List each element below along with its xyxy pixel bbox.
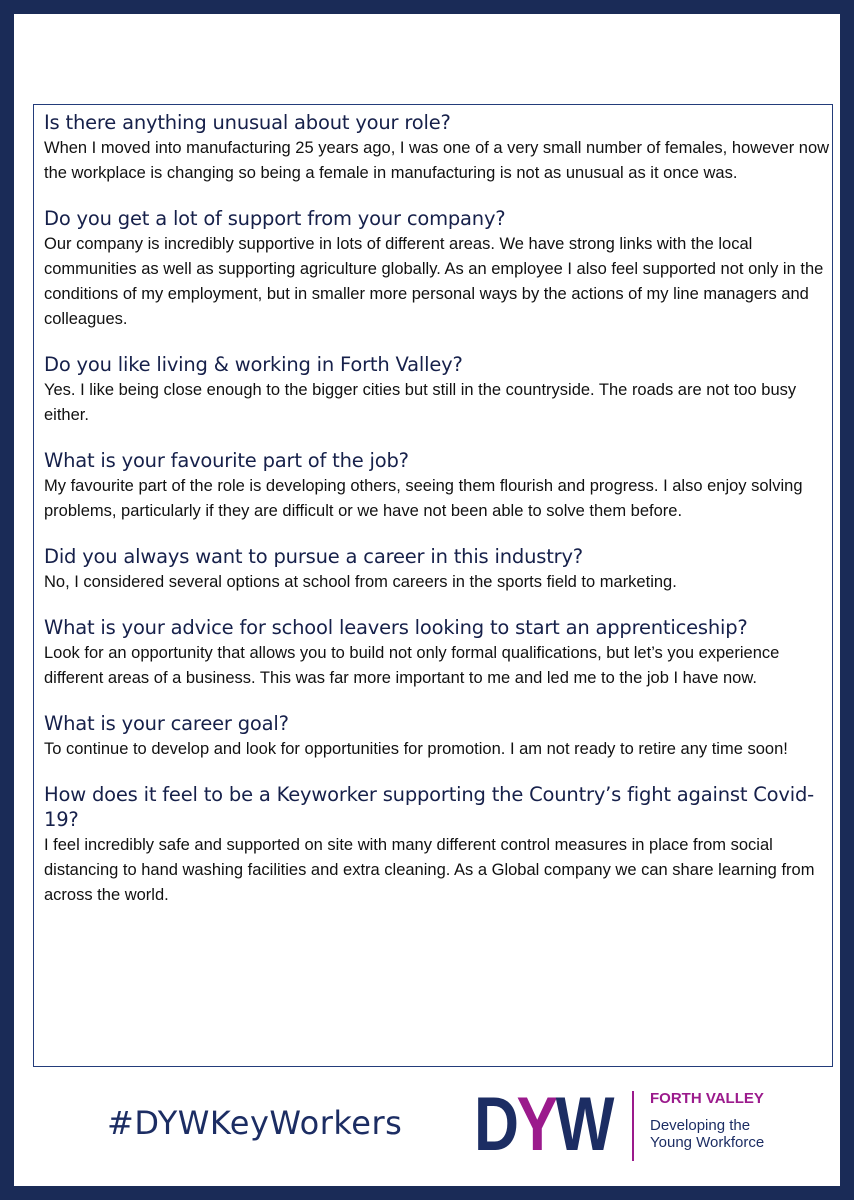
answer-text: Our company is incredibly supportive in lots of different areas. We have strong links with the local communities as well as supporting agriculture globally. As an employee I also feel supported not only in the conditions of my employment, but in smaller more personal ways by the actions of my line managers and colleagues.	[44, 235, 824, 328]
question-heading: Did you always want to pursue a career in this industry?	[44, 545, 583, 568]
answer-text: Look for an opportunity that allows you to build not only formal qualifications, but let’s you experience different areas of a business. This was far more important to me and led me to the job I have now.	[44, 644, 780, 687]
logo-letter-y: Y	[516, 1082, 556, 1167]
qa-item	[44, 544, 832, 595]
qa-item	[44, 782, 832, 908]
dyw-logo-mark	[474, 1082, 613, 1167]
answer-text: My favourite part of the role is developing others, seeing them flourish and progress. I also enjoy solving problems, particularly if they are difficult or we have not been able to solve them before.	[44, 477, 803, 520]
qa-item	[44, 711, 832, 762]
question-heading: What is your career goal?	[44, 712, 289, 735]
question-heading: What is your favourite part of the job?	[44, 449, 409, 472]
question-heading: Do you like living & working in Forth Valley?	[44, 353, 463, 376]
qa-item	[44, 615, 832, 691]
answer-text: Yes. I like being close enough to the bigger cities but still in the countryside. The roads are not too busy either.	[44, 381, 797, 424]
qa-item	[44, 352, 832, 428]
logo-divider	[632, 1091, 634, 1161]
question-heading: How does it feel to be a Keyworker supporting the Country’s fight against Covid-19?	[44, 783, 814, 831]
logo-letter-w: W	[555, 1082, 613, 1167]
qa-item	[44, 110, 832, 186]
logo-letter-d: D	[474, 1082, 517, 1167]
qa-item	[44, 206, 832, 332]
answer-text: I feel incredibly safe and supported on site with many different control measures in place from social distancing to hand washing facilities and extra cleaning. As a Global company we can share learning from across the world.	[44, 836, 815, 904]
qa-item	[44, 448, 832, 524]
campaign-hashtag: #DYWKeyWorkers	[107, 1104, 403, 1142]
question-heading: What is your advice for school leavers looking to start an apprenticeship?	[44, 616, 748, 639]
answer-text: No, I considered several options at school from careers in the sports field to marketing.	[44, 573, 677, 591]
answer-text: To continue to develop and look for opportunities for promotion. I am not ready to retire any time soon!	[44, 740, 788, 758]
question-heading: Do you get a lot of support from your company?	[44, 207, 506, 230]
qa-panel	[33, 104, 833, 1067]
logo-region-name: FORTH VALLEY	[650, 1090, 764, 1107]
answer-text: When I moved into manufacturing 25 years ago, I was one of a very small number of females, however now the workplace is changing so being a female in manufacturing is not as unusual as it once was.	[44, 139, 830, 182]
question-heading: Is there anything unusual about your role?	[44, 111, 451, 134]
logo-tagline: Developing the Young Workforce	[650, 1117, 765, 1151]
